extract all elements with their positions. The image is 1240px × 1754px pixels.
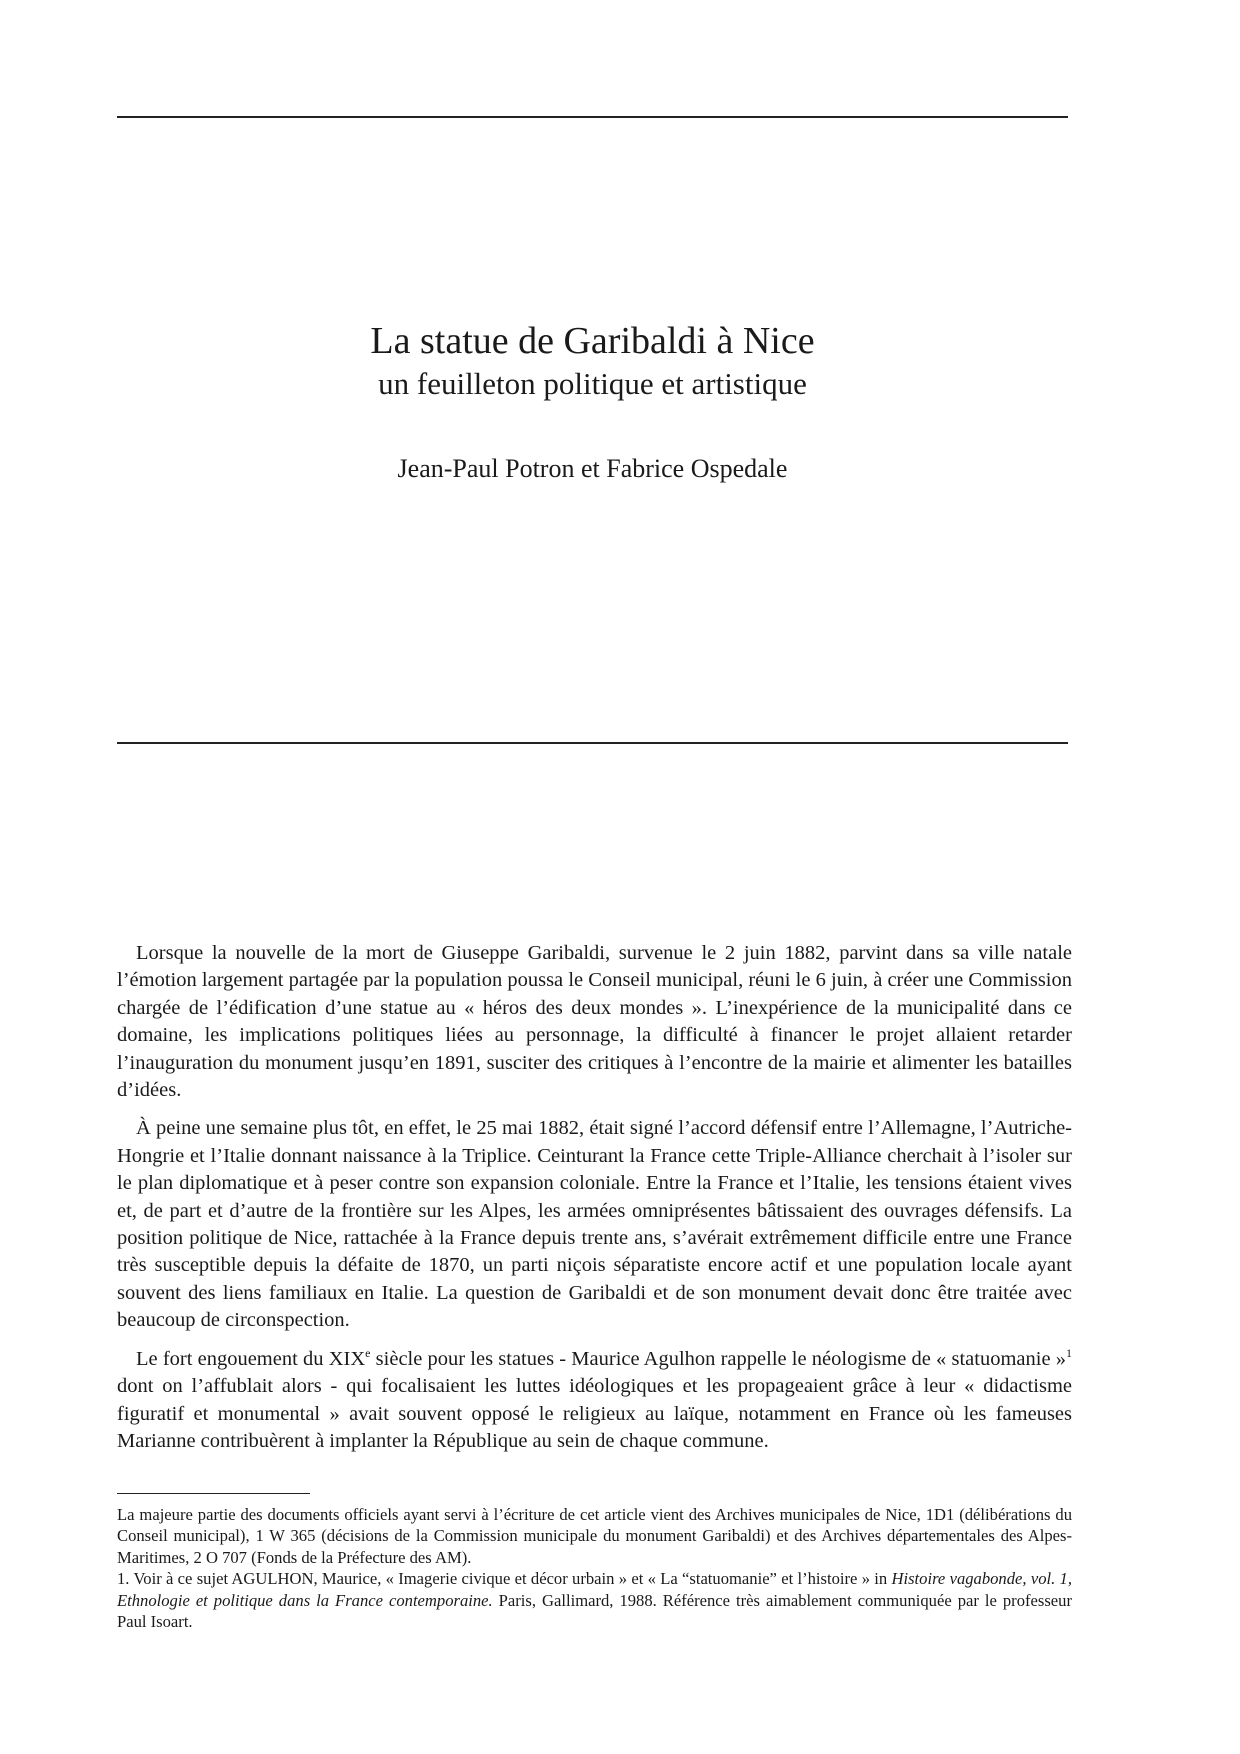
footnote-1-text-a: 1. Voir à ce sujet AGULHON, Maurice, « Imagerie civique et décor urbain » et « La “statuomanie” et l’histoire » in bbox=[117, 1569, 892, 1589]
paragraph-1: Lorsque la nouvelle de la mort de Giuseppe Garibaldi, survenue le 2 juin 1882, parvint dans sa ville natale l’émotion largement partagée par la population poussa le Conseil municipal, réuni le 6 juin, à créer une Commission chargée de l’édification d’une statue au « héros des deux mondes ». L’inexpérience de la municipalité dans ce domaine, les implications politiques liées au personnage, la difficulté à financer le projet allaient retarder l’inauguration du monument jusqu’en 1891, susciter des critiques à l’encontre de la mairie et alimenter les batailles d’idées. bbox=[117, 942, 1072, 1102]
article-authors: Jean-Paul Potron et Fabrice Ospedale bbox=[397, 454, 788, 483]
century-superscript: e bbox=[365, 1345, 371, 1360]
top-rule bbox=[117, 116, 1068, 118]
article-title: La statue de Garibaldi à Nice bbox=[370, 320, 815, 362]
title-block bbox=[117, 318, 1068, 486]
paragraph-2: À peine une semaine plus tôt, en effet, le 25 mai 1882, était signé l’accord défensif entre l’Allemagne, l’Autriche-Hongrie et l’Italie donnant naissance à la Triplice. Ceinturant la France cette Triple-Alliance cherchait à l’isoler sur le plan diplomatique et à peser contre son expansion coloniale. Entre la France et l’Italie, les tensions étaient vives et, de part et d’autre de la frontière sur les Alpes, les armées omniprésentes bâtissaient des ouvrages défensifs. La position politique de Nice, rattachée à la France depuis trente ans, s’avérait extrêmement difficile entre une France très susceptible depuis la défaite de 1870, un parti niçois séparatiste encore actif et une population locale ayant souvent des liens familiaux en Italie. La question de Garibaldi et de son monument devait donc être traitée avec beaucoup de circonspection. bbox=[117, 1117, 1072, 1332]
footnote-separator bbox=[117, 1493, 310, 1494]
bottom-rule bbox=[117, 742, 1068, 744]
footnote-sources: La majeure partie des documents officiels ayant servi à l’écriture de cet article vient des Archives municipales de Nice, 1D1 (délibérations du Conseil municipal), 1 W 365 (décisions de la Commission municipale du monument Garibaldi) et des Archives départementales des Alpes-Maritimes, 2 O 707 (Fonds de la Préfecture des AM). bbox=[117, 1505, 1072, 1567]
paragraph-3-text-a: Le fort engouement du XIX bbox=[136, 1347, 366, 1370]
paragraph-3-text-b: siècle pour les statues - Maurice Agulhon rappelle le néologisme de « statuomanie » bbox=[370, 1347, 1067, 1370]
footnote-ref-1[interactable]: 1 bbox=[1066, 1345, 1073, 1360]
footnotes bbox=[117, 1504, 1072, 1632]
article-body bbox=[117, 940, 1072, 1466]
paragraph-3-text-c: dont on l’affublait alors - qui focalisaient les luttes idéologiques et les propageaient grâce à leur « didactisme figuratif et monumental » avait souvent opposé le religieux au laïque, notamment en France où les fameuses Marianne contribuèrent à implanter la République au sein de chaque commune. bbox=[117, 1375, 1072, 1452]
footnote-1 bbox=[117, 1568, 1072, 1632]
article-subtitle: un feuilleton politique et artistique bbox=[378, 366, 807, 401]
footnote-1-book-title: Histoire vagabonde, vol. 1, Ethnologie et politique dans la France contemporaine. bbox=[117, 1569, 1072, 1610]
footnote-1-text-b: Paris, Gallimard, 1988. Référence très aimablement communiquée par le professeur Paul Isoart. bbox=[117, 1590, 1072, 1632]
paragraph-3 bbox=[117, 1346, 1072, 1456]
